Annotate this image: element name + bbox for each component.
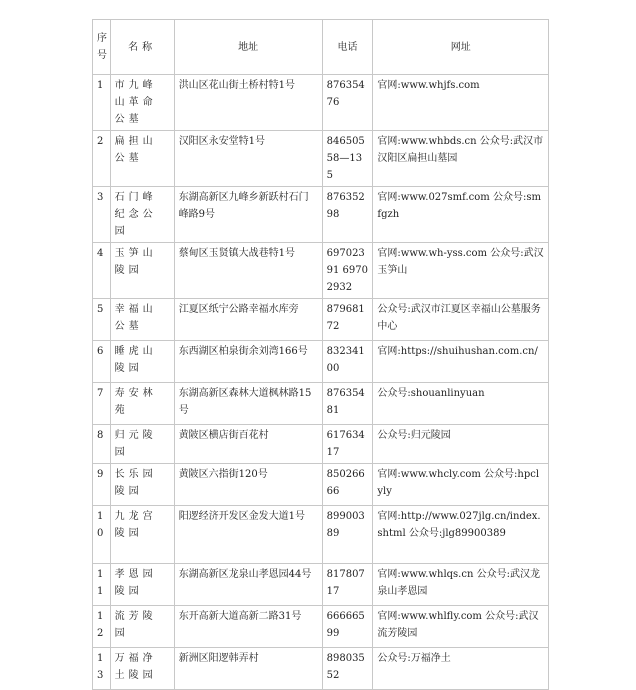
table-row bbox=[93, 187, 549, 243]
cell-no: 12 bbox=[93, 606, 111, 648]
cell-no: 6 bbox=[93, 341, 111, 383]
cell-phone: 61763417 bbox=[322, 425, 373, 464]
table-row bbox=[93, 243, 549, 299]
cell-phone: 87635481 bbox=[322, 383, 373, 425]
cell-name: 石门峰纪念公园 bbox=[110, 187, 174, 243]
table-row bbox=[93, 75, 549, 131]
cell-name: 扁担山公墓 bbox=[110, 131, 174, 187]
cell-name: 幸福山公墓 bbox=[110, 299, 174, 341]
cell-website: 官网:https://shuihushan.com.cn/ bbox=[373, 341, 549, 383]
table-row bbox=[93, 341, 549, 383]
header-phone: 电话 bbox=[322, 20, 373, 75]
cell-website: 官网:www.whjfs.com bbox=[373, 75, 549, 131]
table-header-row bbox=[93, 20, 549, 75]
cell-address: 东湖高新区九峰乡新跃村石门峰路9号 bbox=[174, 187, 322, 243]
cell-website: 公众号:shouanlinyuan bbox=[373, 383, 549, 425]
cemetery-table bbox=[92, 19, 549, 690]
cell-phone: 87635476 bbox=[322, 75, 373, 131]
cell-no: 4 bbox=[93, 243, 111, 299]
cell-website: 官网:www.whlqs.cn 公众号:武汉龙泉山孝恩园 bbox=[373, 564, 549, 606]
cell-website: 公众号:武汉市江夏区幸福山公墓服务中心 bbox=[373, 299, 549, 341]
table-row bbox=[93, 464, 549, 506]
cell-address: 黄陂区六指街120号 bbox=[174, 464, 322, 506]
header-no: 序号 bbox=[93, 20, 111, 75]
cell-address: 江夏区纸宁公路幸福水库旁 bbox=[174, 299, 322, 341]
cell-website: 官网:www.027smf.com 公众号:smfgzh bbox=[373, 187, 549, 243]
cell-website: 官网:www.wh-yss.com 公众号:武汉玉笋山 bbox=[373, 243, 549, 299]
header-name: 名称 bbox=[110, 20, 174, 75]
cell-phone: 84650558—135 bbox=[322, 131, 373, 187]
cell-address: 蔡甸区玉贤镇大战巷特1号 bbox=[174, 243, 322, 299]
cell-name: 归元陵园 bbox=[110, 425, 174, 464]
cell-no: 2 bbox=[93, 131, 111, 187]
cell-address: 东开高新大道高新二路31号 bbox=[174, 606, 322, 648]
table-row bbox=[93, 506, 549, 564]
cell-phone: 83234100 bbox=[322, 341, 373, 383]
cell-name: 九龙宫陵园 bbox=[110, 506, 174, 564]
header-website: 网址 bbox=[373, 20, 549, 75]
cell-address: 黄陂区横店街百花村 bbox=[174, 425, 322, 464]
cell-website: 官网:www.whbds.cn 公众号:武汉市汉阳区扁担山墓园 bbox=[373, 131, 549, 187]
table-row bbox=[93, 564, 549, 606]
table-row bbox=[93, 131, 549, 187]
cell-phone: 66666599 bbox=[322, 606, 373, 648]
table-row bbox=[93, 648, 549, 690]
cell-phone: 81780717 bbox=[322, 564, 373, 606]
cell-no: 7 bbox=[93, 383, 111, 425]
cell-website: 官网:www.whlfly.com 公众号:武汉流芳陵园 bbox=[373, 606, 549, 648]
cell-address: 阳逻经济开发区金发大道1号 bbox=[174, 506, 322, 564]
cell-name: 万福净土陵园 bbox=[110, 648, 174, 690]
table-row bbox=[93, 299, 549, 341]
cell-no: 11 bbox=[93, 564, 111, 606]
cell-name: 流芳陵园 bbox=[110, 606, 174, 648]
cell-address: 东湖高新区龙泉山孝恩园44号 bbox=[174, 564, 322, 606]
cell-no: 13 bbox=[93, 648, 111, 690]
cell-address: 汉阳区永安堂特1号 bbox=[174, 131, 322, 187]
cell-address: 新洲区阳逻韩弄村 bbox=[174, 648, 322, 690]
cell-website: 公众号:归元陵园 bbox=[373, 425, 549, 464]
cell-phone: 89900389 bbox=[322, 506, 373, 564]
cell-phone: 87968172 bbox=[322, 299, 373, 341]
table-row bbox=[93, 425, 549, 464]
cell-no: 5 bbox=[93, 299, 111, 341]
cell-name: 孝恩园陵园 bbox=[110, 564, 174, 606]
cell-website: 官网:www.whcly.com 公众号:hpclyly bbox=[373, 464, 549, 506]
cell-no: 10 bbox=[93, 506, 111, 564]
cell-address: 东湖高新区森林大道枫林路15号 bbox=[174, 383, 322, 425]
table-row bbox=[93, 606, 549, 648]
cell-phone: 69702391 69702932 bbox=[322, 243, 373, 299]
cell-phone: 87635298 bbox=[322, 187, 373, 243]
cell-address: 洪山区花山街土桥村特1号 bbox=[174, 75, 322, 131]
cell-website: 公众号:万福净土 bbox=[373, 648, 549, 690]
cell-name: 玉笋山陵园 bbox=[110, 243, 174, 299]
cell-no: 9 bbox=[93, 464, 111, 506]
cell-no: 1 bbox=[93, 75, 111, 131]
header-address: 地址 bbox=[174, 20, 322, 75]
cell-name: 长乐园陵园 bbox=[110, 464, 174, 506]
cell-phone: 89803552 bbox=[322, 648, 373, 690]
cell-no: 3 bbox=[93, 187, 111, 243]
cell-no: 8 bbox=[93, 425, 111, 464]
table-row bbox=[93, 383, 549, 425]
cell-name: 市九峰山革命公墓 bbox=[110, 75, 174, 131]
cell-website: 官网:http://www.027jlg.cn/index.shtml 公众号:jlg89900389 bbox=[373, 506, 549, 564]
cell-name: 寿安林苑 bbox=[110, 383, 174, 425]
cell-address: 东西湖区柏泉街余刘湾166号 bbox=[174, 341, 322, 383]
cell-name: 睡虎山陵园 bbox=[110, 341, 174, 383]
cell-phone: 85026666 bbox=[322, 464, 373, 506]
